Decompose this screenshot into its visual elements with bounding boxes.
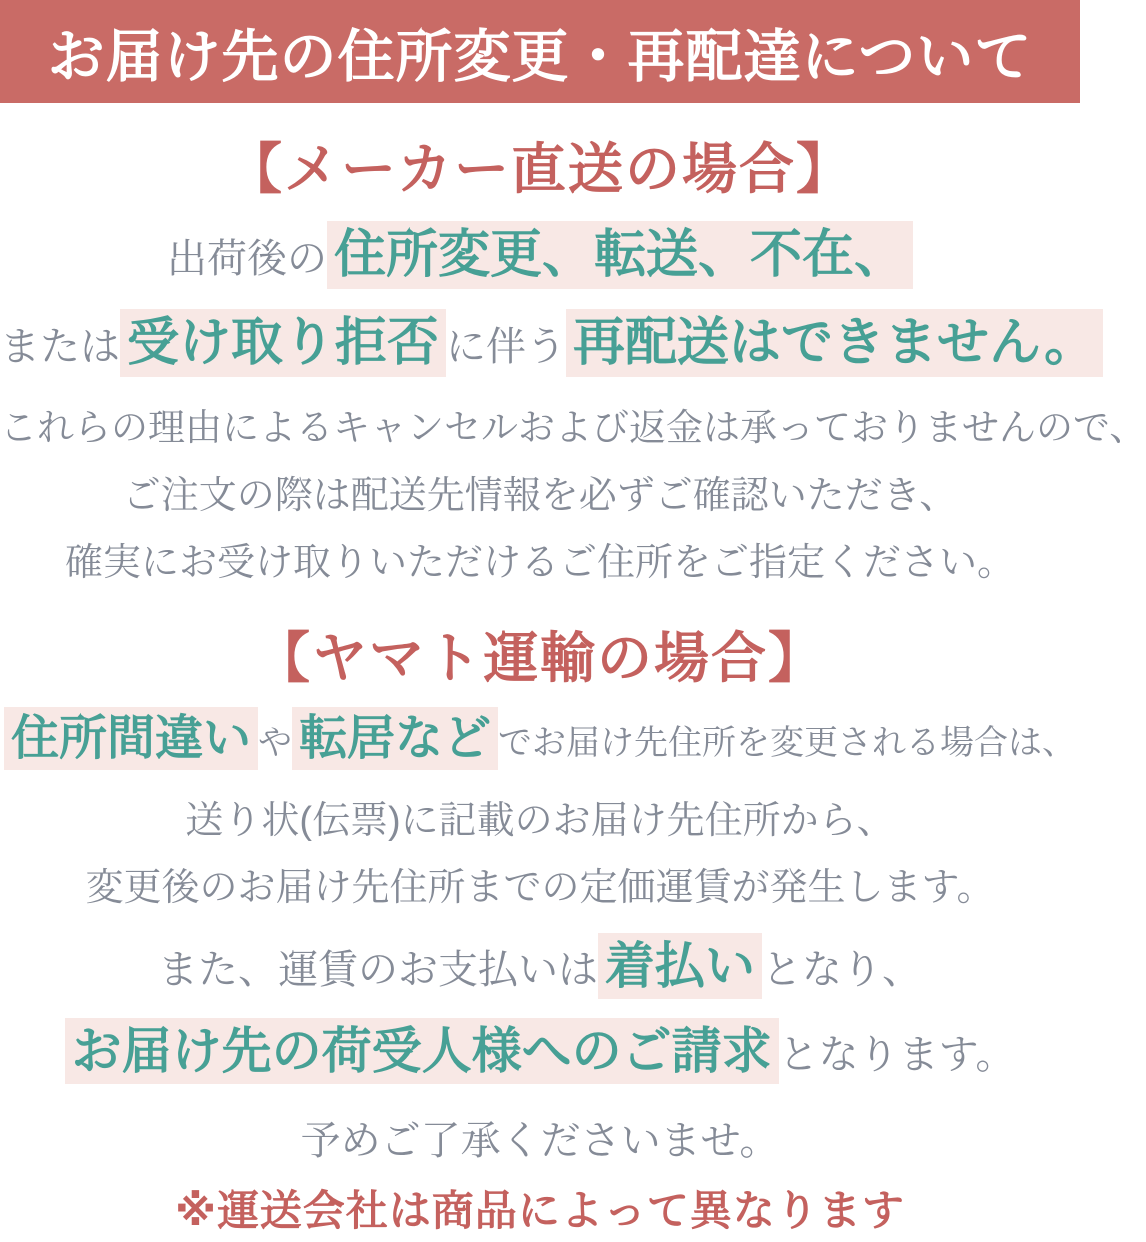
yamato-line-billed-to-recipient (0, 1014, 1080, 1089)
plain-text: となり、 (762, 947, 922, 992)
plain-text: また、運賃のお支払いは (158, 947, 598, 992)
plain-text: 確実にお受け取りいただけるご住所をご指定ください。 (64, 541, 1015, 584)
plain-text: 予めご了承くださいませ。 (300, 1118, 780, 1163)
maker-line-confirm-info (0, 468, 1080, 525)
maker-line-no-cancel (0, 400, 1146, 456)
carrier-note (0, 1179, 1080, 1242)
plain-text: ご注文の際は配送先情報を必ずご確認いただき、 (122, 474, 958, 517)
maker-line-shipping-changes (0, 216, 1080, 294)
plain-text: これらの理由によるキャンセルおよび返金は承っておりませんので、 (0, 407, 1146, 448)
yamato-line-fare-applies (0, 860, 1080, 917)
yamato-line-address-change (0, 703, 1080, 775)
highlight-text: 着払い (598, 933, 762, 999)
maker-line-specify-address (0, 535, 1080, 592)
page-title: お届け先の住所変更・再配達について (47, 24, 1033, 89)
highlight-text: 受け取り拒否 (120, 309, 446, 377)
maker-direct-section (0, 125, 1146, 592)
yamato-line-cod-payment (0, 929, 1080, 1004)
yamato-section (0, 614, 1080, 1242)
maker-section-heading: 【メーカー直送の場合】 (227, 138, 853, 200)
plain-text: 出荷後の (166, 237, 327, 281)
plain-text: 変更後のお届け先住所までの定価運賃が発生します。 (85, 866, 995, 909)
plain-text: となります。 (778, 1032, 1016, 1077)
highlight-text: お届け先の荷受人様へのご請求 (65, 1018, 779, 1084)
plain-text: に伴う (446, 325, 567, 369)
plain-text: でお届け先住所を変更される場合は、 (498, 723, 1077, 762)
plain-text: 送り状(伝票)に記載のお届け先住所から、 (185, 799, 895, 842)
plain-text: や (258, 723, 292, 762)
note-text: ※運送会社は商品によって異なります (175, 1186, 905, 1234)
notice-body (0, 103, 1146, 1242)
maker-line-refusal-redelivery (0, 304, 1097, 382)
highlight-text: 住所間違い (4, 707, 258, 770)
highlight-text: 住所変更、転送、不在、 (327, 221, 913, 289)
yamato-section-heading: 【ヤマト運輸の場合】 (254, 626, 825, 689)
yamato-line-invoice-address (0, 793, 1080, 850)
plain-text: または (0, 325, 120, 369)
highlight-text: 転居など (292, 707, 498, 770)
yamato-line-understanding (0, 1111, 1080, 1171)
title-banner (0, 0, 1080, 103)
highlight-text: 再配送はできません。 (566, 309, 1103, 377)
